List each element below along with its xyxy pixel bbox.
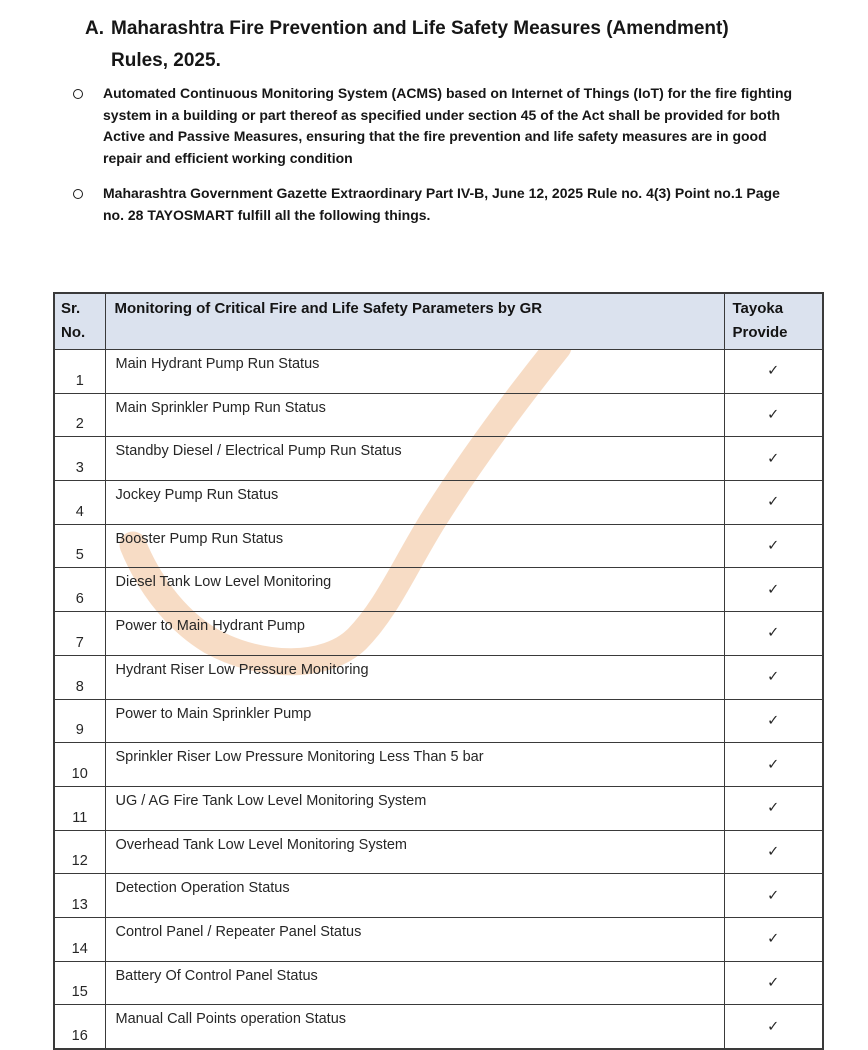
table-row <box>54 1005 823 1049</box>
row-number: 15 <box>54 961 105 1005</box>
row-parameter-label: Detection Operation Status <box>105 874 724 918</box>
table-row <box>54 437 823 481</box>
bullet-text: Maharashtra Government Gazette Extraordinary Part IV-B, June 12, 2025 Rule no. 4(3) Point no.1 Page no. 28 TAYOSMART fulfill all the following things. <box>103 185 780 223</box>
table-row <box>54 612 823 656</box>
table-row <box>54 481 823 525</box>
row-number: 12 <box>54 830 105 874</box>
table-row <box>54 786 823 830</box>
check-mark-icon: ✓ <box>724 524 823 568</box>
section-letter: A. <box>85 18 104 39</box>
row-parameter-label: Main Sprinkler Pump Run Status <box>105 393 724 437</box>
check-mark-icon: ✓ <box>724 612 823 656</box>
check-mark-icon: ✓ <box>724 568 823 612</box>
row-number: 8 <box>54 655 105 699</box>
check-mark-icon: ✓ <box>724 961 823 1005</box>
row-parameter-label: Main Hydrant Pump Run Status <box>105 350 724 394</box>
row-parameter-label: Diesel Tank Low Level Monitoring <box>105 568 724 612</box>
row-parameter-label: Booster Pump Run Status <box>105 524 724 568</box>
table-row <box>54 350 823 394</box>
check-mark-icon: ✓ <box>724 743 823 787</box>
header-tayoka-provide <box>724 293 823 350</box>
table-row <box>54 961 823 1005</box>
row-number: 4 <box>54 481 105 525</box>
check-mark-icon: ✓ <box>724 655 823 699</box>
header-sr-line2: No. <box>61 324 86 341</box>
check-mark-icon: ✓ <box>724 350 823 394</box>
bullet-item-acms <box>73 83 803 169</box>
check-mark-icon: ✓ <box>724 699 823 743</box>
row-number: 16 <box>54 1005 105 1049</box>
bullet-item-gazette <box>73 183 803 226</box>
row-parameter-label: Hydrant Riser Low Pressure Monitoring <box>105 655 724 699</box>
row-parameter-label: Power to Main Sprinkler Pump <box>105 699 724 743</box>
table-row <box>54 743 823 787</box>
table-row <box>54 917 823 961</box>
row-parameter-label: Power to Main Hydrant Pump <box>105 612 724 656</box>
row-parameter-label: Jockey Pump Run Status <box>105 481 724 525</box>
circle-bullet-icon <box>73 189 83 199</box>
table-body <box>54 350 823 1050</box>
row-number: 6 <box>54 568 105 612</box>
row-parameter-label: Standby Diesel / Electrical Pump Run Status <box>105 437 724 481</box>
row-parameter-label: Manual Call Points operation Status <box>105 1005 724 1049</box>
header-provide-line1: Tayoka <box>732 300 784 317</box>
check-mark-icon: ✓ <box>724 786 823 830</box>
table-header-row <box>54 293 823 350</box>
table-row <box>54 524 823 568</box>
row-number: 13 <box>54 874 105 918</box>
table-row <box>54 393 823 437</box>
table-header <box>54 293 823 350</box>
row-number: 3 <box>54 437 105 481</box>
row-number: 1 <box>54 350 105 394</box>
row-number: 2 <box>54 393 105 437</box>
bullet-list <box>73 83 803 240</box>
row-number: 7 <box>54 612 105 656</box>
circle-bullet-icon <box>73 89 83 99</box>
check-mark-icon: ✓ <box>724 917 823 961</box>
bullet-text: Automated Continuous Monitoring System (ACMS) based on Internet of Things (IoT) for the fire fighting system in a building or part thereof as specified under section 45 of the Act shall be provided for both Active and Passive Measures, ensuring that the fire prevention and life safety measures are in good repair and efficient working condition <box>103 85 793 166</box>
check-mark-icon: ✓ <box>724 830 823 874</box>
header-sr-line1: Sr. <box>61 300 81 317</box>
row-parameter-label: Control Panel / Repeater Panel Status <box>105 917 724 961</box>
row-parameter-label: Battery Of Control Panel Status <box>105 961 724 1005</box>
row-parameter-label: UG / AG Fire Tank Low Level Monitoring System <box>105 786 724 830</box>
row-number: 5 <box>54 524 105 568</box>
monitoring-parameters-table <box>53 292 824 1050</box>
check-mark-icon: ✓ <box>724 437 823 481</box>
row-number: 10 <box>54 743 105 787</box>
section-title-line2: Rules, 2025. <box>111 50 221 71</box>
header-sr-no <box>54 293 105 350</box>
section-heading <box>85 13 729 77</box>
row-parameter-label: Sprinkler Riser Low Pressure Monitoring Less Than 5 bar <box>105 743 724 787</box>
row-parameter-label: Overhead Tank Low Level Monitoring System <box>105 830 724 874</box>
table-row <box>54 568 823 612</box>
row-number: 9 <box>54 699 105 743</box>
header-provide-line2: Provide <box>732 324 788 341</box>
row-number: 11 <box>54 786 105 830</box>
section-title <box>111 13 729 77</box>
row-number: 14 <box>54 917 105 961</box>
check-mark-icon: ✓ <box>724 874 823 918</box>
table-row <box>54 874 823 918</box>
section-title-line1: Maharashtra Fire Prevention and Life Safety Measures (Amendment) <box>111 18 729 39</box>
check-mark-icon: ✓ <box>724 393 823 437</box>
table-row <box>54 699 823 743</box>
check-mark-icon: ✓ <box>724 1005 823 1049</box>
table-row <box>54 655 823 699</box>
header-parameters: Monitoring of Critical Fire and Life Safety Parameters by GR <box>105 293 724 350</box>
table-row <box>54 830 823 874</box>
check-mark-icon: ✓ <box>724 481 823 525</box>
